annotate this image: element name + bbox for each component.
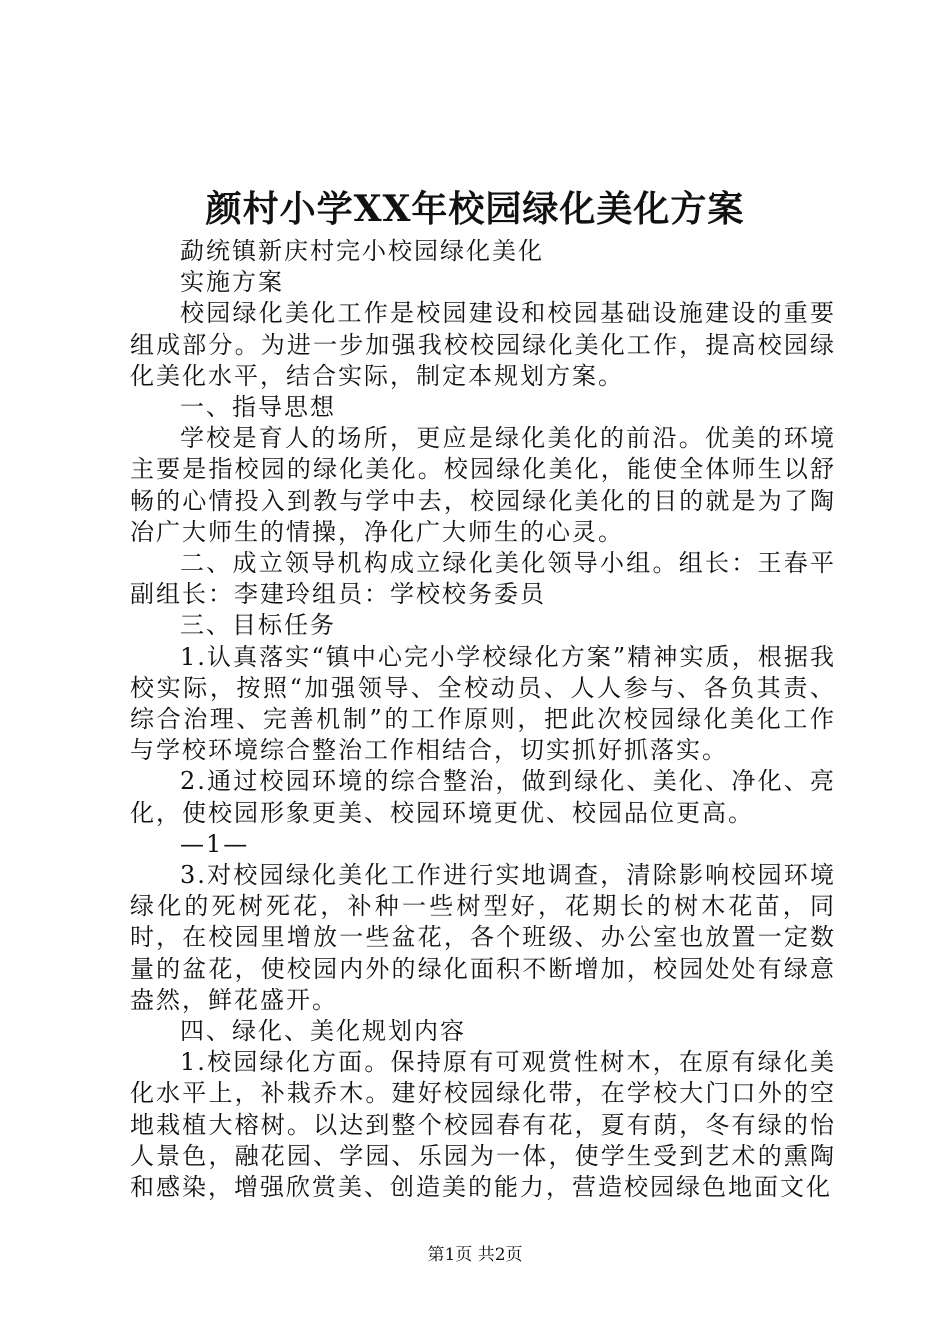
body-paragraph: 二、成立领导机构成立绿化美化领导小组。组长：王春平副组长：李建玲组员：学校校务委员 (130, 549, 836, 609)
body-paragraph: 3.对校园绿化美化工作进行实地调查，清除影响校园环境绿化的死树死花，补种一些树型好，花期长的树木花苗，同时，在校园里增放一些盆花，各个班级、办公室也放置一定数量的盆花，使校园内外的绿化面积不断增加，校园处处有绿意盎然，鲜花盛开。 (130, 861, 836, 1014)
section-heading: 三、目标任务 (180, 611, 336, 640)
subtitle-line: 勐统镇新庆村完小校园绿化美化 (180, 237, 544, 265)
subtitle-line: 实施方案 (180, 268, 284, 297)
body-paragraph: 1.认真落实“镇中心完小学校绿化方案”精神实质，根据我校实际，按照“加强领导、全校动员、人人参与、各负其责、综合治理、完善机制”的工作原则，把此次校园绿化美化工作与学校环境综合整治工作相结合，切实抓好抓落实。 (130, 642, 836, 765)
body-paragraph: 2.通过校园环境的综合整治，做到绿化、美化、净化、亮化，使校园形象更美、校园环境更优、校园品位更高。 (130, 767, 836, 827)
section-heading: 一、指导思想 (180, 393, 336, 422)
body-paragraph: 学校是育人的场所，更应是绿化美化的前沿。优美的环境主要是指校园的绿化美化。校园绿化美化，能使全体师生以舒畅的心情投入到教与学中去，校园绿化美化的目的就是为了陶冶广大师生的情操，净化广大师生的心灵。 (130, 424, 836, 546)
document-body (130, 236, 836, 1203)
page-footer: 第1页 共2页 (427, 1245, 523, 1265)
section-heading: 四、绿化、美化规划内容 (180, 1017, 466, 1046)
document-title: 颜村小学XX年校园绿化美化方案 (205, 188, 745, 230)
body-paragraph: 1.校园绿化方面。保持原有可观赏性树木，在原有绿化美化水平上，补栽乔木。建好校园绿化带，在学校大门口外的空地栽植大榕树。以达到整个校园春有花，夏有荫，冬有绿的怡人景色，融花园、学园、乐园为一体，使学生受到艺术的熏陶和感染，增强欣赏美、创造美的能力，营造校园绿色地面文化 (130, 1048, 836, 1202)
inline-page-marker: —1— (180, 829, 250, 858)
body-paragraph: 校园绿化美化工作是校园建设和校园基础设施建设的重要组成部分。为进一步加强我校校园绿化美化工作，提高校园绿化美化水平，结合实际，制定本规划方案。 (130, 299, 836, 390)
